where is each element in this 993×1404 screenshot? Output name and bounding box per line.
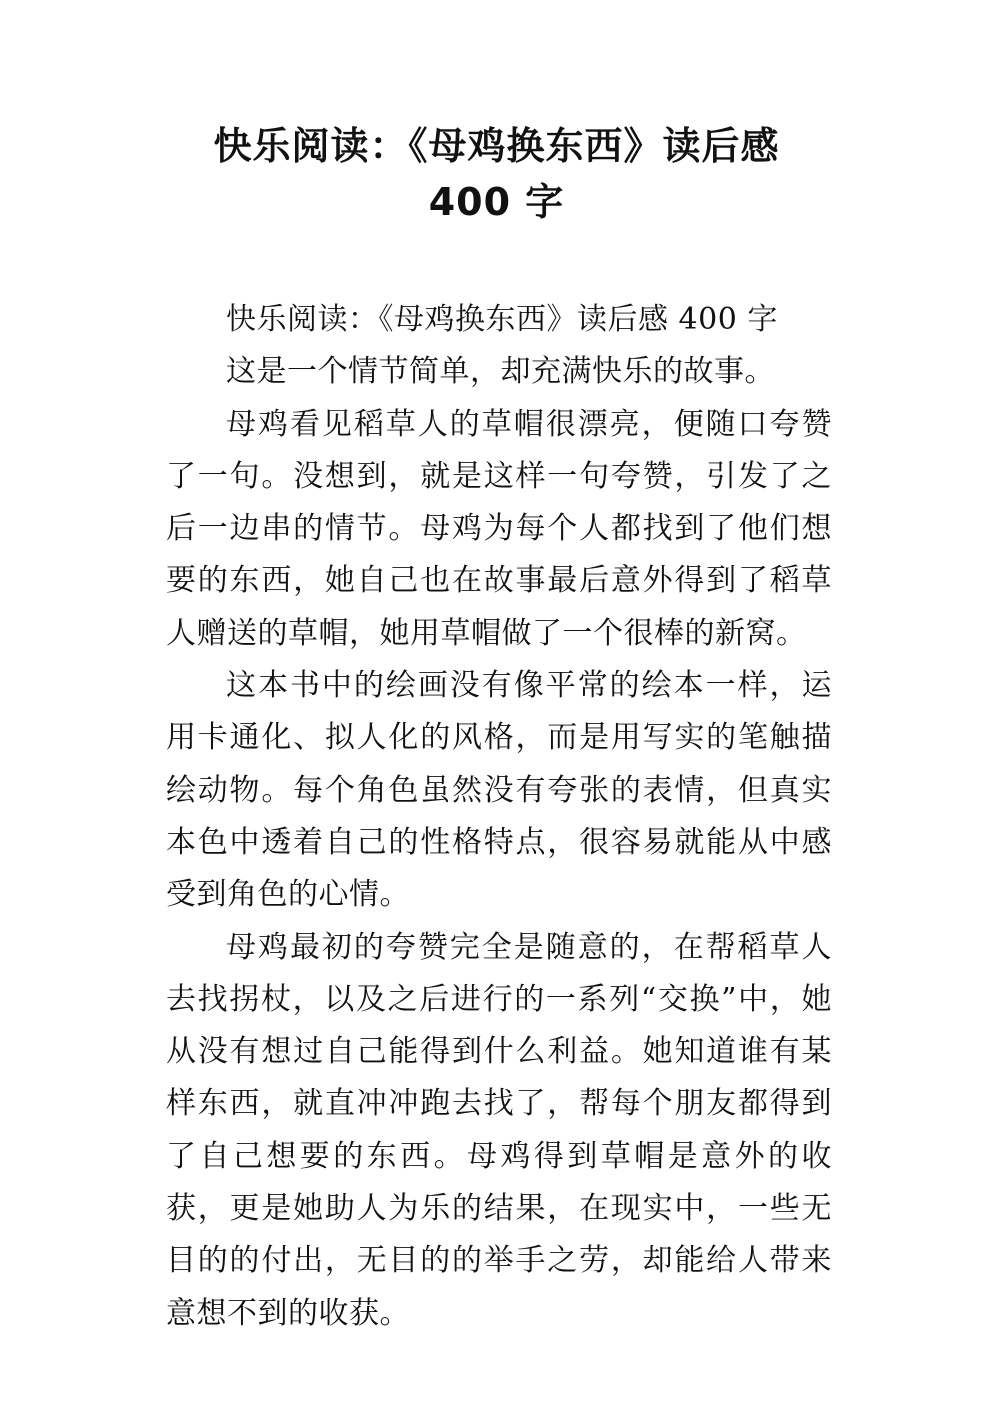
document-body xyxy=(166,294,832,1340)
title-line-1: 快乐阅读：《母鸡换东西》读后感 xyxy=(213,124,780,168)
document-title xyxy=(0,118,993,230)
paragraph-illustration: 这本书中的绘画没有像平常的绘本一样，运用卡通化、拟人化的风格，而是用写实的笔触描绘动物。每个角色虽然没有夸张的表情，但真实本色中透着自己的性格特点，很容易就能从中感受到角色的心情。 xyxy=(166,668,832,913)
title-line-2: 400 字 xyxy=(428,180,565,224)
paragraph-intro: 这是一个情节简单，却充满快乐的故事。 xyxy=(226,354,775,390)
paragraph-conclusion: 母鸡最初的夸赞完全是随意的，在帮稻草人去找拐杖，以及之后进行的一系列“交换”中，她从没有想过自己能得到什么利益。她知道谁有某样东西，就直冲冲跑去找了，帮每个朋友都得到了自己想要的东西。母鸡得到草帽是意外的收获，更是她助人为乐的结果，在现实中，一些无目的的付出，无目的的举手之劳，却能给人带来意想不到的收获。 xyxy=(166,929,832,1331)
paragraph-story: 母鸡看见稻草人的草帽很漂亮，便随口夸赞了一句。没想到，就是这样一句夸赞，引发了之后一边串的情节。母鸡为每个人都找到了他们想要的东西，她自己也在故事最后意外得到了稻草人赠送的草帽，她用草帽做了一个很棒的新窝。 xyxy=(166,406,832,651)
paragraph-subtitle: 快乐阅读：《母鸡换东西》读后感 400 字 xyxy=(226,302,778,337)
